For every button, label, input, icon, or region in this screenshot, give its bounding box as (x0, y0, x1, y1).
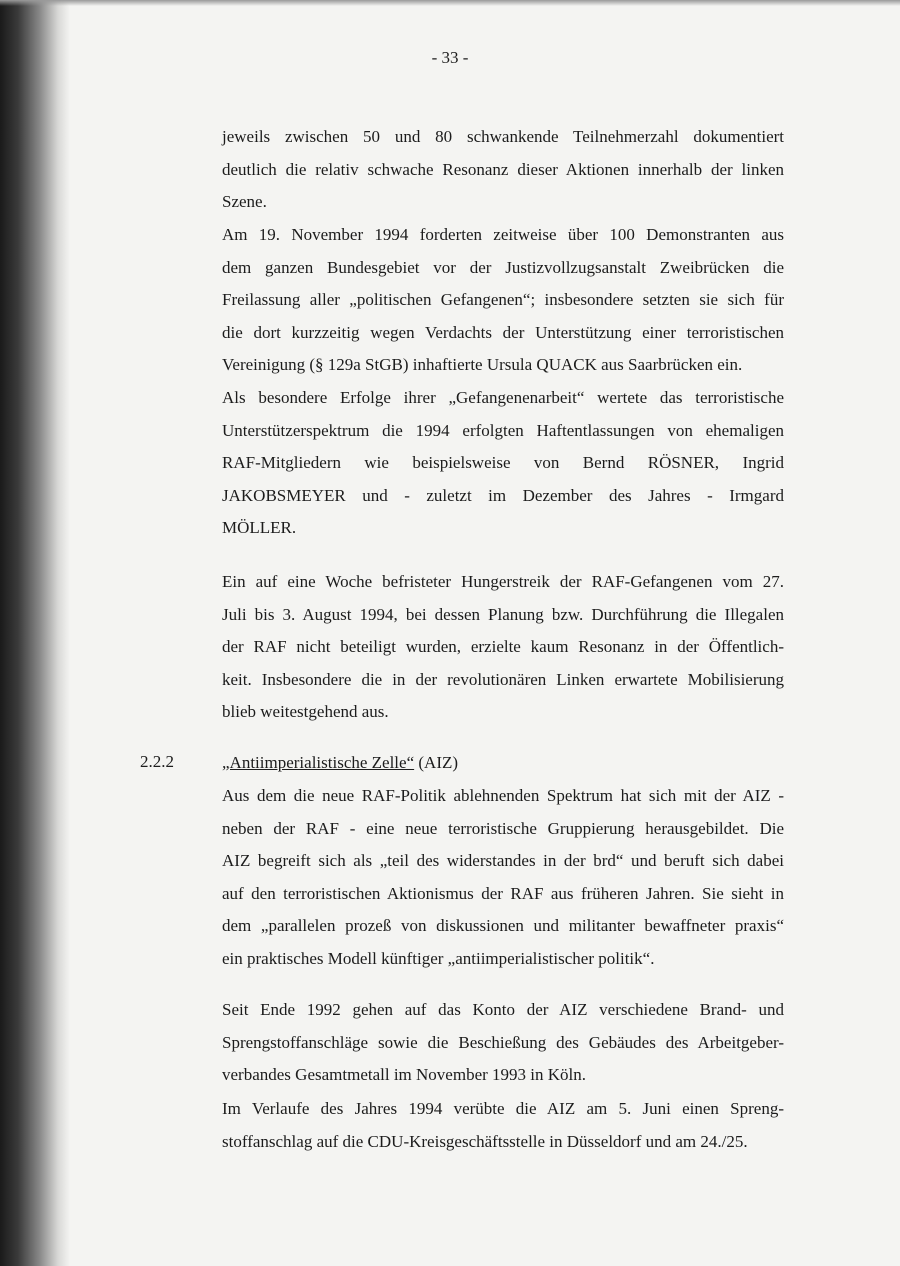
paragraph-1-text (222, 121, 784, 219)
text-line: die dort kurzzeitig wegen Verdachts der Unterstützung einer terroristischen (222, 322, 784, 342)
paragraph-2 (222, 219, 784, 382)
text-line: Sprengstoffanschläge sowie die Beschießung des Gebäudes des Arbeitgeber- (222, 1032, 784, 1052)
paragraph-5 (222, 780, 784, 976)
paragraph-3 (222, 382, 784, 545)
text-line: AIZ begreift sich als „teil des widerstandes in der brd“ und beruft sich dabei (222, 851, 784, 871)
text-line: verbandes Gesamtmetall im November 1993 in Köln. (222, 1065, 586, 1085)
paragraph-4-text (222, 566, 784, 729)
paragraph-2-text (222, 219, 784, 382)
paragraph-4 (222, 566, 784, 729)
text-line: Freilassung aller „politischen Gefangenen“; insbesondere setzten sie sich für (222, 290, 784, 310)
page-number: - 33 - (431, 48, 469, 67)
text-line: Unterstützerspektrum die 1994 erfolgten Haftentlassungen von ehemaligen (222, 420, 784, 440)
text-line: Aus dem die neue RAF-Politik ablehnenden Spektrum hat sich mit der AIZ - (222, 786, 784, 805)
text-line: ein praktisches Modell künftiger „antiimperialistischer politik“. (222, 948, 655, 968)
text-line: dem „parallelen prozeß von diskussionen und militanter bewaffneter praxis“ (222, 916, 784, 936)
paragraph-1 (222, 121, 784, 219)
text-line: Juli bis 3. August 1994, bei dessen Planung bzw. Durchführung die Illegalen (222, 604, 784, 624)
text-line: der RAF nicht beteiligt wurden, erzielte kaum Resonanz in der Öffentlich- (222, 637, 784, 657)
section-number: 2.2.2 (140, 752, 174, 771)
text-line: Als besondere Erfolge ihrer „Gefangenenarbeit“ wertete das terroristische (222, 388, 784, 407)
paragraph-6 (222, 994, 784, 1092)
text-line: Vereinigung (§ 129a StGB) inhaftierte Ursula QUACK aus Saarbrücken ein. (222, 355, 743, 375)
section-title-abbreviation: (AIZ) (418, 753, 459, 772)
text-line: RAF-Mitgliedern wie beispielsweise von Bernd RÖSNER, Ingrid (222, 453, 784, 473)
text-line: stoffanschlag auf die CDU-Kreisgeschäftsstelle in Düsseldorf und am 24./25. (222, 1131, 748, 1151)
paragraph-5-text (222, 780, 784, 976)
text-line: deutlich die relativ schwache Resonanz dieser Aktionen innerhalb der linken (222, 159, 784, 179)
text-line: auf den terroristischen Aktionismus der RAF aus früheren Jahren. Sie sieht in (222, 883, 784, 903)
text-line: keit. Insbesondere die in der revolutionären Linken erwartete Mobilisierung (222, 669, 784, 689)
section-title-underlined: „Antiimperialistische Zelle“ (222, 753, 415, 772)
text-line: JAKOBSMEYER und - zuletzt im Dezember des Jahres - Irmgard (222, 485, 784, 505)
section-title (222, 747, 784, 780)
paragraph-7-text (222, 1093, 784, 1158)
text-line: Szene. (222, 192, 267, 212)
text-line: neben der RAF - eine neue terroristische Gruppierung herausgebildet. Die (222, 818, 784, 838)
text-line: Am 19. November 1994 forderten zeitweise über 100 Demonstranten aus (222, 225, 784, 244)
text-line: Ein auf eine Woche befristeter Hungerstreik der RAF-Gefangenen vom 27. (222, 572, 784, 591)
section-heading (222, 747, 784, 780)
text-line: Im Verlaufe des Jahres 1994 verübte die AIZ am 5. Juni einen Spreng- (222, 1099, 784, 1118)
paragraph-6-text (222, 994, 784, 1092)
text-line: blieb weitestgehend aus. (222, 702, 389, 722)
text-line: Seit Ende 1992 gehen auf das Konto der AIZ verschiedene Brand- und (222, 1000, 784, 1019)
text-line: MÖLLER. (222, 518, 297, 538)
paragraph-7 (222, 1093, 784, 1158)
paragraph-3-text (222, 382, 784, 545)
text-line: jeweils zwischen 50 und 80 schwankende Teilnehmerzahl dokumentiert (222, 127, 784, 146)
text-line: dem ganzen Bundesgebiet vor der Justizvollzugsanstalt Zweibrücken die (222, 257, 784, 277)
